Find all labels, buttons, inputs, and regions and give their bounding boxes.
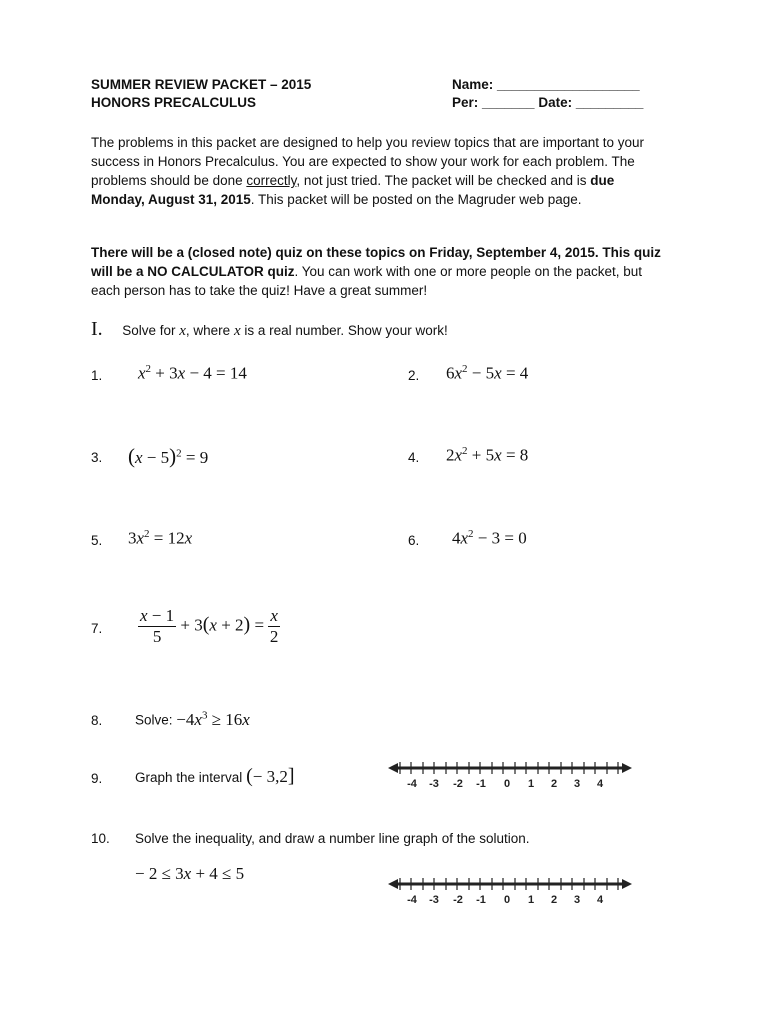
quiz-text: . You can work with one or more people on the packet, but each person has to take the quiz! Have a great summer! [91, 264, 642, 298]
problem-9-interval: (− 3,2] [246, 765, 295, 787]
problem-7-equation: $\frac{x - 1}{5}$ + 3(x + 2) = $\frac{x}{2}$ [140, 606, 279, 646]
problem-10-inequality: − 2 ≤ 3x + 4 ≤ 5 [135, 864, 245, 883]
problem-4-number: 4. [408, 450, 420, 465]
section-instruction-b: , where [185, 323, 234, 338]
intro-text-c: . This packet will be posted on the Magruder web page. [250, 192, 582, 207]
var-x-2: x [233, 323, 241, 339]
number-line-2-svg [388, 874, 632, 908]
problem-2-number: 2. [408, 368, 420, 383]
section-instruction-c: is a real number. Show your work! [240, 323, 448, 338]
problem-10-label: Solve the inequality, and draw a number line graph of the solution. [135, 831, 530, 846]
intro-underline: correctly [246, 173, 297, 188]
nl2-tick-label: 1 [527, 894, 535, 906]
section-heading [91, 318, 448, 341]
var-x-1: x [179, 323, 186, 339]
quiz-notice: There will be a (closed note) quiz on these topics on Friday, September 4, 2015. This quiz will be a NO CALCULATOR quiz [91, 245, 661, 279]
quiz-paragraph [91, 243, 671, 300]
number-line-2 [388, 874, 632, 908]
number-line-1 [388, 758, 632, 792]
nl1-tick-label: 2 [550, 778, 558, 790]
nl2-tick-label: 0 [503, 894, 511, 906]
nl1-tick-label: 4 [596, 778, 604, 790]
nl1-tick-label: -4 [407, 778, 417, 790]
intro-text-b: , not just tried. The packet will be checked and is [296, 173, 591, 188]
nl1-tick-label: 3 [573, 778, 581, 790]
problem-9-number: 9. [91, 771, 103, 786]
problem-6-equation: $4x^2 - 3 = 0$ [452, 528, 527, 548]
problem-8-inequality: $-4x^3 \ge 16x$ [176, 709, 250, 729]
section-numeral: I. [91, 318, 103, 340]
nl1-tick-label: -1 [476, 778, 486, 790]
intro-text-a: The problems in this packet are designed to help you review topics that are important to your success in Honors Precalculus. You are expected to show your work for each problem. The problems should be done [91, 135, 645, 188]
nl2-tick-label: -4 [407, 894, 417, 906]
problem-10-number: 10. [91, 831, 110, 846]
problem-9-content [135, 765, 295, 788]
problem-8-label: Solve: [135, 712, 173, 728]
number-line-1-svg [388, 758, 632, 792]
problem-1-equation: $x^2 + 3x - 4 = 14$ [138, 363, 247, 383]
intro-paragraph [91, 133, 671, 209]
per-date-line: Per: _______ Date: _________ [452, 95, 644, 110]
nl2-tick-label: -2 [453, 894, 463, 906]
problem-5-number: 5. [91, 533, 103, 548]
nl2-tick-label: 4 [596, 894, 604, 906]
nl2-tick-label: -1 [476, 894, 486, 906]
problem-2-equation: $6x^2 - 5x = 4$ [446, 363, 529, 383]
problem-7-number: 7. [91, 621, 103, 636]
problem-1-number: 1. [91, 368, 103, 383]
due-date: due Monday, August 31, 2015 [91, 173, 615, 207]
problem-8-content [135, 709, 250, 730]
nl2-tick-label: -3 [429, 894, 439, 906]
section-instruction-a: Solve for [122, 323, 180, 338]
problem-9-label: Graph the interval [135, 770, 243, 785]
problem-5-equation: $3x^2 = 12x$ [128, 528, 193, 548]
problem-3-equation: $(x - 5)^2 = 9$ [128, 444, 209, 468]
problem-4-equation: $2x^2 + 5x = 8$ [446, 445, 529, 465]
problem-8-number: 8. [91, 713, 103, 728]
course-title: HONORS PRECALCULUS [91, 95, 257, 110]
name-line: Name: ___________________ [452, 77, 640, 92]
packet-title: SUMMER REVIEW PACKET – 2015 [91, 77, 312, 92]
nl1-tick-label: -2 [453, 778, 463, 790]
nl1-tick-label: 1 [527, 778, 535, 790]
nl2-tick-label: 3 [573, 894, 581, 906]
nl2-tick-label: 2 [550, 894, 558, 906]
nl1-tick-label: 0 [503, 778, 511, 790]
problem-3-number: 3. [91, 450, 103, 465]
nl1-tick-label: -3 [429, 778, 439, 790]
problem-6-number: 6. [408, 533, 420, 548]
